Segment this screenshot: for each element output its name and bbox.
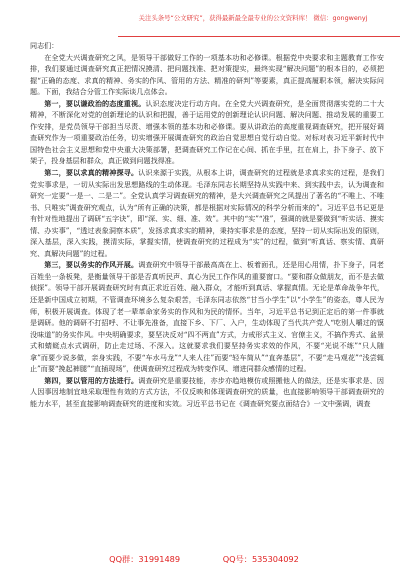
section-2-heading: 第二，要以求真的精神探寻。: [44, 168, 139, 178]
footer-qq-number: QQ号：535304092: [222, 554, 299, 564]
paragraph-intro: 在全党大兴调查研究之风，是领导干部做好工作的一项基本功和必修课。根据党中央要求和主题教育工作安排，我们要通过调查研究真正把情况摸清、把问题找准、把对策提实，最终实现“解决问题”的根本目的，必须把握“正确的态度、求真的精神、务实的作风、管用的方法、精准的研判”等要素，真正提高履职本领，解决实际问题。下面，我结合分管工作实际谈几点体会。: [30, 52, 384, 97]
footer-qq-group: QQ群：31991489: [109, 554, 181, 564]
section-2: [30, 167, 384, 259]
section-3-text: 调查研究中领导干部最高高在上、板着面孔，还是用心用情，扑下身子，同老百姓坐一条板凳，是衡量领导干部是否真听民声、真心为民工作作风的重要窗口。“要和群众做朋友，而不是去做侦探”。领导干部开展调查研究时有真正求近百姓、融入群众，才能听到真话、掌握真情。无论是革命战争年代，还是新中国成立初期，不管调查环境多么复杂艰苦，毛泽东同志依然“甘当小学生”以“小学生”的姿态，尊人民为师，积极开展调查。体现了老一辈革命家务实的作风和为民的情怀。当年，习近平总书记到正定后的第一件事就是调研。他的调研不打招呼、不让事先准备，直接下乡、下厂、入户，生动体现了当代共产党人“吃别人嚼过的馍没味道”的务实作风。中央明确要求，要坚决反对“四不两直”方式，力戒形式主义、官僚主义，不搞作秀式、盆景式和蜻蜓点水式调研，防止走过场、不深入。这就要求我们要坚持务实求效的作风，不要“光说不练”“只人随拿”而要少说多做，亲身实践，不要“车水马龙”“人来人往”而要“轻车简从”“直奔基层”，不要“走马观花”“浅尝辄止”而要“挽起裤腿”“直插现场”，使调查研究过程成为转变作风、增进同群众感情的过程。: [30, 260, 384, 374]
salutation: 同志们：: [30, 41, 59, 50]
section-4: [30, 375, 384, 410]
document-body: [30, 40, 384, 410]
section-4-heading: 第四，要以管用的方法进行。: [44, 375, 139, 385]
header-divider: [118, 36, 400, 37]
section-1-text: 认识态度决定行动方向。在全党大兴调查研究，是全面贯彻落实党的二十大精神，不断深化对党的创新理论的认识和把握，善于运用党的创新理论认识问题、解决问题、推动发展的重要工作安排，是党员领导干部担当尽责、增强本领的基本功和必修课。要从讲政治的高度重视调查研究，把开展好调查研究作为一项重要政治任务，切实增强开展调查研究的政治自觉思想自觉行动自觉。对标对表习近平新时代中国特色社会主义思想和党中央重大决策部署，把调查研究工作记在心间、抓在手里，扛在肩上，扑下身子、放下架子，投身基层和群众，真正做到问题找得准。: [30, 98, 385, 166]
section-1: [30, 98, 384, 167]
section-1-heading: 第一，要以谦政治的态度重视。: [44, 98, 146, 108]
section-3: [30, 259, 384, 374]
header-promo-text: 关注头条号“公文研究”，获得最新最全最专业的公文资料库！ 微信：gongwenyj: [138, 14, 368, 22]
page-footer: [0, 554, 408, 565]
section-4-text: 调查研究是重要技能，亦步亦趋地模仿或照搬他人的做法，还是实事求是、因人因事因地制宜地采取理性有效的方式方法，不仅反映和体现调查研究的质量，也直接影响领导干部调查研究的能力水平，甚至直接影响调查研究的进度和实效。习近平总书记在《调查研究要点面结合》一文中强调，调查: [30, 375, 384, 408]
section-2-text: 认识来源于实践，从根本上讲，调查研究的过程就是求真求实的过程，是我们党实事求是，一切从实际出发思想路线的生动体现。毛泽东同志长期坚持从实践中来、到实践中去，认为调查和研究一定要“一是一、二是二”。全党认真学习调查研究的精神，是大兴调查研究之风提出了著名的“不唯上、不唯书、只唯实”调查研究观点，认为“所有正确的决策，都是根据对实际情况的科学分析而来的”。习近平总书记更是有针对性地提出了调研“五字诀”，即“深、实、细、准、效”。其中的“实”“准”，强调的就是要做到“听实话、摸实情、办实事”，“透过表象洞察本质”，发扬求真求实的精神，秉持实事求是的态度，坚持一切从实际出发的原则，深入基层，深入实践，摸清实际，掌握实情，使调查研究的过程成为“实”的过程，做到“听真话、察实情、真研究、真解决问题”的过程。: [30, 168, 384, 258]
section-3-heading: 第三，要以务实的作风开展。: [44, 260, 139, 270]
